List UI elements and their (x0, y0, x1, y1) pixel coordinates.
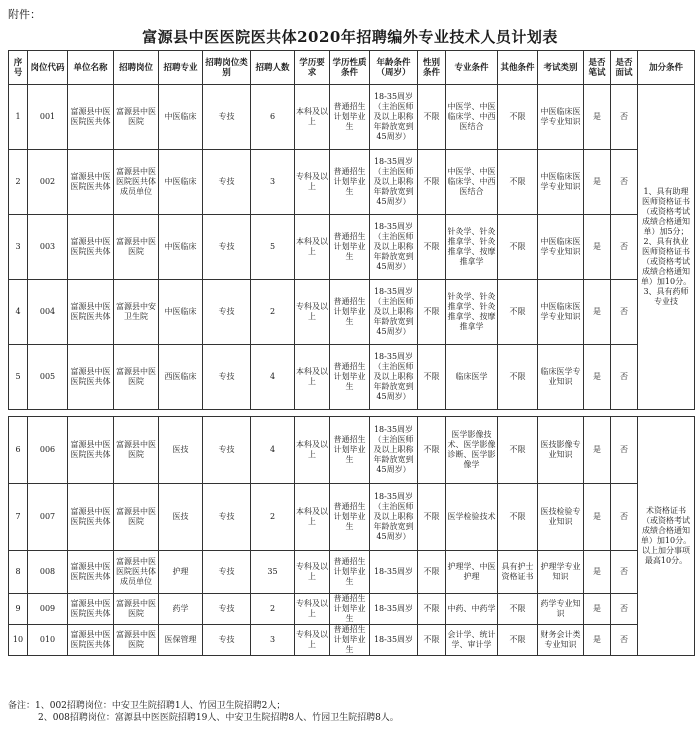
cell-category: 专技 (203, 484, 251, 551)
cell-other: 不限 (498, 625, 538, 656)
cell-prof: 医学检验技术 (446, 484, 498, 551)
cell-code: 009 (28, 594, 68, 625)
cell-major: 医技 (159, 484, 203, 551)
cell-interview: 否 (611, 85, 638, 150)
cell-category: 专技 (203, 594, 251, 625)
cell-no: 5 (9, 345, 28, 410)
cell-nature: 普通招生计划毕业生 (330, 345, 370, 410)
cell-category: 专技 (203, 280, 251, 345)
cell-age: 18-35周岁 (370, 551, 418, 594)
cell-code: 002 (28, 150, 68, 215)
cell-prof: 中医学、中医临床学、中西医结合 (446, 85, 498, 150)
bonus-conditions-bottom: 术资格证书（或资格考试成绩合格通知单）加10分。以上加分事项最高10分。 (638, 417, 695, 656)
cell-gender: 不限 (418, 625, 446, 656)
cell-age: 18-35周岁 (370, 625, 418, 656)
cell-code: 008 (28, 551, 68, 594)
cell-prof: 护理学、中医护理 (446, 551, 498, 594)
cell-edu: 专科及以上 (295, 280, 330, 345)
header-cell: 年龄条件（周岁） (370, 51, 418, 85)
cell-edu: 本科及以上 (295, 215, 330, 280)
cell-no: 10 (9, 625, 28, 656)
cell-gender: 不限 (418, 484, 446, 551)
table-row (9, 215, 695, 280)
cell-exam: 医技检验专业知识 (538, 484, 584, 551)
cell-count: 3 (251, 625, 295, 656)
cell-interview: 否 (611, 280, 638, 345)
cell-post: 富源县中医医院 (114, 345, 159, 410)
cell-no: 2 (9, 150, 28, 215)
cell-edu: 专科及以上 (295, 551, 330, 594)
cell-unit: 富源县中医医院医共体 (68, 594, 114, 625)
cell-age: 18-35周岁（主治医师及以上职称年龄放宽到45周岁） (370, 215, 418, 280)
cell-unit: 富源县中医医院医共体 (68, 215, 114, 280)
cell-nature: 普通招生计划毕业生 (330, 625, 370, 656)
header-cell: 序号 (9, 51, 28, 85)
cell-category: 专技 (203, 625, 251, 656)
cell-gender: 不限 (418, 280, 446, 345)
cell-interview: 否 (611, 150, 638, 215)
cell-code: 006 (28, 417, 68, 484)
cell-other: 不限 (498, 215, 538, 280)
cell-nature: 普通招生计划毕业生 (330, 85, 370, 150)
cell-prof: 中医学、中医临床学、中西医结合 (446, 150, 498, 215)
cell-nature: 普通招生计划毕业生 (330, 280, 370, 345)
table-row (9, 551, 695, 594)
cell-gender: 不限 (418, 417, 446, 484)
cell-edu: 本科及以上 (295, 417, 330, 484)
cell-exam: 药学专业知识 (538, 594, 584, 625)
header-cell: 学历要求 (295, 51, 330, 85)
cell-code: 001 (28, 85, 68, 150)
cell-other: 不限 (498, 85, 538, 150)
cell-nature: 普通招生计划毕业生 (330, 484, 370, 551)
cell-post: 富源县中医医院 (114, 417, 159, 484)
cell-post: 富源县中医医院医共体成员单位 (114, 551, 159, 594)
cell-gender: 不限 (418, 551, 446, 594)
cell-category: 专技 (203, 85, 251, 150)
header-cell: 招聘岗位 (114, 51, 159, 85)
cell-written: 是 (584, 484, 611, 551)
cell-nature: 普通招生计划毕业生 (330, 551, 370, 594)
cell-nature: 普通招生计划毕业生 (330, 215, 370, 280)
cell-post: 富源县中医医院 (114, 484, 159, 551)
cell-post: 富源县中医医院 (114, 594, 159, 625)
header-cell: 招聘岗位类别 (203, 51, 251, 85)
cell-exam: 护理学专业知识 (538, 551, 584, 594)
cell-exam: 中医临床医学专业知识 (538, 85, 584, 150)
cell-written: 是 (584, 85, 611, 150)
cell-count: 5 (251, 215, 295, 280)
cell-age: 18-35周岁（主治医师及以上职称年龄放宽到45周岁） (370, 417, 418, 484)
table-row (9, 280, 695, 345)
header-cell: 是否面试 (611, 51, 638, 85)
page-title: 富源县中医医院医共体2020年招聘编外专业技术人员计划表 (142, 28, 558, 46)
cell-major: 中医临床 (159, 280, 203, 345)
table-row (9, 345, 695, 410)
attachment-label: 附件： (8, 8, 41, 21)
header-cell: 其他条件 (498, 51, 538, 85)
table-row (9, 150, 695, 215)
cell-major: 中医临床 (159, 215, 203, 280)
cell-interview: 否 (611, 484, 638, 551)
cell-unit: 富源县中医医院医共体 (68, 484, 114, 551)
cell-major: 药学 (159, 594, 203, 625)
cell-category: 专技 (203, 215, 251, 280)
table-row (9, 484, 695, 551)
cell-prof: 中药、中药学 (446, 594, 498, 625)
cell-gender: 不限 (418, 345, 446, 410)
cell-major: 中医临床 (159, 85, 203, 150)
cell-major: 护理 (159, 551, 203, 594)
cell-count: 2 (251, 594, 295, 625)
cell-exam: 财务会计类专业知识 (538, 625, 584, 656)
cell-no: 9 (9, 594, 28, 625)
cell-nature: 普通招生计划毕业生 (330, 150, 370, 215)
cell-count: 35 (251, 551, 295, 594)
cell-other: 具有护士资格证书 (498, 551, 538, 594)
header-cell: 是否笔试 (584, 51, 611, 85)
cell-edu: 本科及以上 (295, 484, 330, 551)
header-cell: 加分条件 (638, 51, 695, 85)
cell-code: 004 (28, 280, 68, 345)
cell-major: 医保管理 (159, 625, 203, 656)
cell-written: 是 (584, 150, 611, 215)
cell-count: 2 (251, 280, 295, 345)
cell-post: 富源县中医医院医共体成员单位 (114, 150, 159, 215)
cell-age: 18-35周岁（主治医师及以上职称年龄放宽到45周岁） (370, 150, 418, 215)
table-row (9, 85, 695, 150)
cell-unit: 富源县中医医院医共体 (68, 417, 114, 484)
cell-no: 6 (9, 417, 28, 484)
cell-count: 4 (251, 417, 295, 484)
recruitment-table (8, 50, 695, 656)
cell-interview: 否 (611, 215, 638, 280)
cell-category: 专技 (203, 551, 251, 594)
cell-other: 不限 (498, 150, 538, 215)
cell-exam: 中医临床医学专业知识 (538, 150, 584, 215)
cell-written: 是 (584, 594, 611, 625)
cell-other: 不限 (498, 280, 538, 345)
cell-nature: 普通招生计划毕业生 (330, 417, 370, 484)
cell-edu: 本科及以上 (295, 345, 330, 410)
header-row (9, 51, 695, 85)
cell-age: 18-35周岁 (370, 594, 418, 625)
cell-age: 18-35周岁（主治医师及以上职称年龄放宽到45周岁） (370, 85, 418, 150)
header-cell: 考试类别 (538, 51, 584, 85)
cell-edu: 专科及以上 (295, 150, 330, 215)
header-cell: 单位名称 (68, 51, 114, 85)
cell-written: 是 (584, 280, 611, 345)
cell-code: 007 (28, 484, 68, 551)
cell-interview: 否 (611, 625, 638, 656)
note-line-1: 备注：1、002招聘岗位：中安卫生院招聘1人、竹园卫生院招聘2人； (8, 701, 286, 711)
cell-interview: 否 (611, 551, 638, 594)
cell-other: 不限 (498, 417, 538, 484)
cell-code: 005 (28, 345, 68, 410)
table-row (9, 594, 695, 625)
header-cell: 招聘人数 (251, 51, 295, 85)
cell-no: 1 (9, 85, 28, 150)
cell-gender: 不限 (418, 150, 446, 215)
cell-nature: 普通招生计划毕业生 (330, 594, 370, 625)
cell-exam: 中医临床医学专业知识 (538, 280, 584, 345)
header-cell: 招聘专业 (159, 51, 203, 85)
cell-post: 富源县中医医院 (114, 85, 159, 150)
cell-edu: 专科及以上 (295, 594, 330, 625)
cell-no: 4 (9, 280, 28, 345)
cell-no: 7 (9, 484, 28, 551)
header-cell: 岗位代码 (28, 51, 68, 85)
cell-post: 富源县中医医院 (114, 625, 159, 656)
cell-no: 3 (9, 215, 28, 280)
cell-count: 3 (251, 150, 295, 215)
cell-exam: 医技影像专业知识 (538, 417, 584, 484)
cell-code: 003 (28, 215, 68, 280)
cell-interview: 否 (611, 417, 638, 484)
cell-category: 专技 (203, 150, 251, 215)
cell-major: 医技 (159, 417, 203, 484)
header-cell: 性别条件 (418, 51, 446, 85)
cell-age: 18-35周岁（主治医师及以上职称年龄放宽到45周岁） (370, 345, 418, 410)
cell-prof: 针灸学、针灸推拿学、针灸推拿学、按摩推拿学 (446, 215, 498, 280)
cell-post: 富源县中安卫生院 (114, 280, 159, 345)
cell-gender: 不限 (418, 215, 446, 280)
header-cell: 专业条件 (446, 51, 498, 85)
cell-exam: 临床医学专业知识 (538, 345, 584, 410)
page-break-row (9, 410, 695, 417)
cell-unit: 富源县中医医院医共体 (68, 150, 114, 215)
bonus-conditions-top: 1、具有助理医师资格证书（或资格考试成绩合格通知单）加5分；2、具有执业医师资格证书（或资格考试成绩合格通知单）加10分。3、具有药师专业技 (638, 85, 695, 410)
cell-other: 不限 (498, 594, 538, 625)
cell-count: 6 (251, 85, 295, 150)
cell-age: 18-35周岁（主治医师及以上职称年龄放宽到45周岁） (370, 280, 418, 345)
page-break-gap (9, 410, 695, 417)
table-row (9, 625, 695, 656)
cell-category: 专技 (203, 417, 251, 484)
cell-prof: 医学影像技术、医学影像诊断、医学影像学 (446, 417, 498, 484)
cell-gender: 不限 (418, 85, 446, 150)
cell-written: 是 (584, 345, 611, 410)
cell-written: 是 (584, 417, 611, 484)
cell-prof: 临床医学 (446, 345, 498, 410)
cell-unit: 富源县中医医院医共体 (68, 625, 114, 656)
cell-other: 不限 (498, 345, 538, 410)
cell-written: 是 (584, 215, 611, 280)
cell-other: 不限 (498, 484, 538, 551)
note-line-2: 2、008招聘岗位：富源县中医医院招聘19人、中安卫生院招聘8人、竹园卫生院招聘8人。 (38, 713, 399, 723)
cell-exam: 中医临床医学专业知识 (538, 215, 584, 280)
cell-category: 专技 (203, 345, 251, 410)
cell-prof: 针灸学、针灸推拿学、针灸推拿学、按摩推拿学 (446, 280, 498, 345)
header-cell: 学历性质条件 (330, 51, 370, 85)
cell-gender: 不限 (418, 594, 446, 625)
cell-edu: 专科及以上 (295, 625, 330, 656)
cell-post: 富源县中医医院 (114, 215, 159, 280)
cell-written: 是 (584, 625, 611, 656)
cell-no: 8 (9, 551, 28, 594)
cell-age: 18-35周岁（主治医师及以上职称年龄放宽到45周岁） (370, 484, 418, 551)
cell-major: 中医临床 (159, 150, 203, 215)
cell-unit: 富源县中医医院医共体 (68, 280, 114, 345)
table-row (9, 417, 695, 484)
cell-major: 西医临床 (159, 345, 203, 410)
cell-interview: 否 (611, 594, 638, 625)
cell-prof: 会计学、统计学、审计学 (446, 625, 498, 656)
cell-count: 4 (251, 345, 295, 410)
cell-written: 是 (584, 551, 611, 594)
cell-count: 2 (251, 484, 295, 551)
cell-interview: 否 (611, 345, 638, 410)
cell-unit: 富源县中医医院医共体 (68, 345, 114, 410)
cell-unit: 富源县中医医院医共体 (68, 85, 114, 150)
cell-edu: 本科及以上 (295, 85, 330, 150)
cell-code: 010 (28, 625, 68, 656)
cell-unit: 富源县中医医院医共体 (68, 551, 114, 594)
